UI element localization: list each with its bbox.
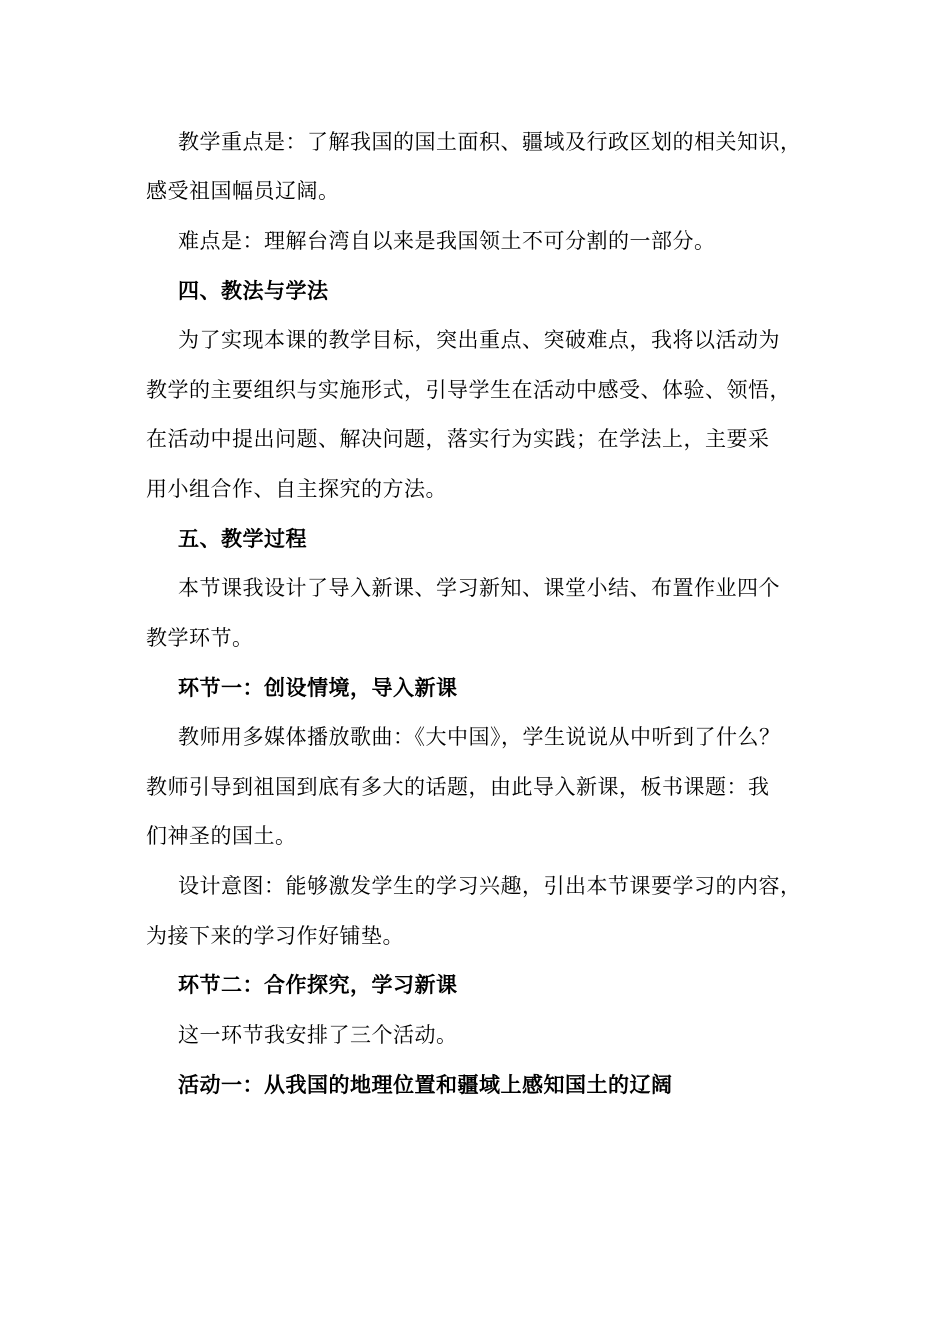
paragraph-line: 感受祖国幅员辽阔。 (146, 179, 340, 203)
subsection-heading: 环节二：合作探究，学习新课 (178, 972, 458, 997)
section-heading: 五、教学过程 (178, 526, 307, 551)
paragraph-line: 教学环节。 (146, 626, 254, 650)
paragraph-line: 在活动中提出问题、解决问题，落实行为实践；在学法上，主要采 (146, 427, 770, 451)
paragraph-line: 为接下来的学习作好铺垫。 (146, 924, 404, 948)
paragraph-line: 教师引导到祖国到底有多大的话题，由此导入新课，板书课题：我 (146, 775, 770, 799)
paragraph-line: 设计意图：能够激发学生的学习兴趣，引出本节课要学习的内容， (178, 874, 802, 898)
paragraph-line: 本节课我设计了导入新课、学习新知、课堂小结、布置作业四个 (178, 576, 780, 600)
paragraph-line: 们神圣的国土。 (146, 824, 297, 848)
paragraph-line: 用小组合作、自主探究的方法。 (146, 477, 447, 501)
paragraph-line: 教师用多媒体播放歌曲：《大中国》，学生说说从中听到了什么？ (178, 725, 781, 749)
paragraph-line: 难点是：理解台湾自以来是我国领土不可分割的一部分。 (178, 229, 716, 253)
paragraph-line: 教学的主要组织与实施形式，引导学生在活动中感受、体验、领悟， (146, 378, 791, 402)
subsection-heading: 环节一：创设情境，导入新课 (178, 675, 458, 700)
paragraph-line: 教学重点是：了解我国的国土面积、疆域及行政区划的相关知识， (178, 130, 802, 154)
paragraph-line: 这一环节我安排了三个活动。 (178, 1023, 458, 1047)
section-heading: 四、教法与学法 (178, 278, 329, 303)
activity-heading: 活动一：从我国的地理位置和疆域上感知国土的辽阔 (178, 1072, 673, 1097)
paragraph-line: 为了实现本课的教学目标，突出重点、突破难点，我将以活动为 (178, 328, 780, 352)
